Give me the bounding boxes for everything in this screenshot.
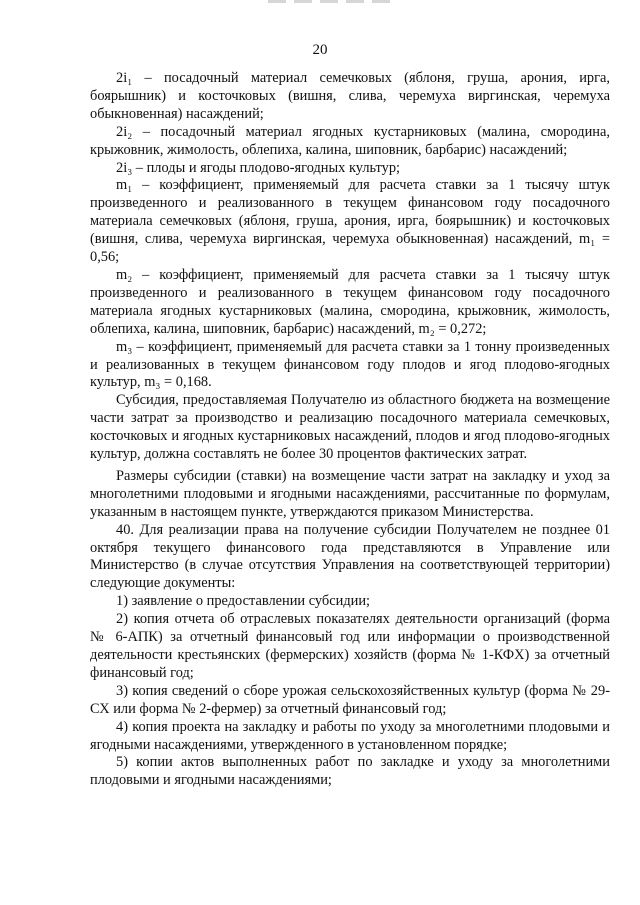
page-number: 20 [312,42,328,58]
scan-artifact [268,0,398,3]
paragraph-clause-40: 40. Для реализации права на получение субсидии Получателем не позднее 01 октября текущего финансового года представляются в Управление или Министерство (в случае отсутствия Управления на соответствующей территории) следующие документы: [90,521,610,592]
list-item-5: 5) копии актов выполненных работ по закладке и уходу за многолетними плодовыми и ягодными насаждениями; [90,754,610,789]
list-item-4: 4) копия проекта на закладку и работы по уходу за многолетними плодовыми и ягодными насаждениями, утвержденного в установленном порядке; [90,718,610,753]
list-item-2: 2) копия отчета об отраслевых показателях деятельности организаций (форма № 6-АПК) за отчетный финансовый год или информации о производственной деятельности крестьянских (фермерских) хозяйств (форма № 1-КФХ) за отчетный финансовый год; [90,611,610,681]
paragraph-m3: m₃ – коэффициент, применяемый для расчета ставки за 1 тонну произведенных и реализованных в текущем финансовом году плодов и ягод плодово-ягодных культур, m₃ = 0,168. [90,338,610,391]
paragraph-2i2: 2i₂ – посадочный материал ягодных кустарниковых (малина, смородина, крыжовник, жимолость, облепиха, калина, шиповник, барбарис) насаждений; [90,123,610,158]
paragraph-2i3: 2i₃ – плоды и ягоды плодово-ягодных культур; [116,159,401,176]
list-item-1: 1) заявление о предоставлении субсидии; [116,593,371,610]
paragraph-subsidy-limit: Субсидия, предоставляемая Получателю из областного бюджета на возмещение части затрат за производство и реализацию посадочного материала семечковых, косточковых и ягодных кустарниковых насаждений, плодов и ягод плодово-ягодных культур, должна составлять не более 30 процентов фактических затрат. [90,392,610,463]
document-body [90,70,610,790]
paragraph-subsidy-rates: Размеры субсидии (ставки) на возмещение части затрат на закладку и уход за многолетними плодовыми и ягодными насаждениями, рассчитанные по формулам, указанным в настоящем пункте, утверждаются приказом Министерства. [90,467,610,520]
paragraph-m1: m₁ – коэффициент, применяемый для расчета ставки за 1 тысячу штук произведенного и реализованного в текущем финансовом году посадочного материала семечковых (яблоня, груша, арония, ирга, боярышник) и косточковых (вишня, слива, черемуха виргинская, черемуха обыкновенная) насаждений, m₁ = 0,56; [90,177,610,266]
paragraph-m2: m₂ – коэффициент, применяемый для расчета ставки за 1 тысячу штук произведенного и реализованного в текущем финансовом году посадочного материала ягодных кустарниковых (малина, смородина, крыжовник, жимолость, облепиха, калина, шиповник, барбарис) насаждений, m₂ = 0,272; [90,266,610,337]
paragraph-2i1: 2i₁ – посадочный материал семечковых (яблоня, груша, арония, ирга, боярышник) и косточковых (вишня, слива, черемуха виргинская, черемуха обыкновенная) насаждений; [90,70,610,122]
list-item-3: 3) копия сведений о сборе урожая сельскохозяйственных культур (форма № 29-СХ или форма № 2-фермер) за отчетный финансовый год; [90,682,610,717]
